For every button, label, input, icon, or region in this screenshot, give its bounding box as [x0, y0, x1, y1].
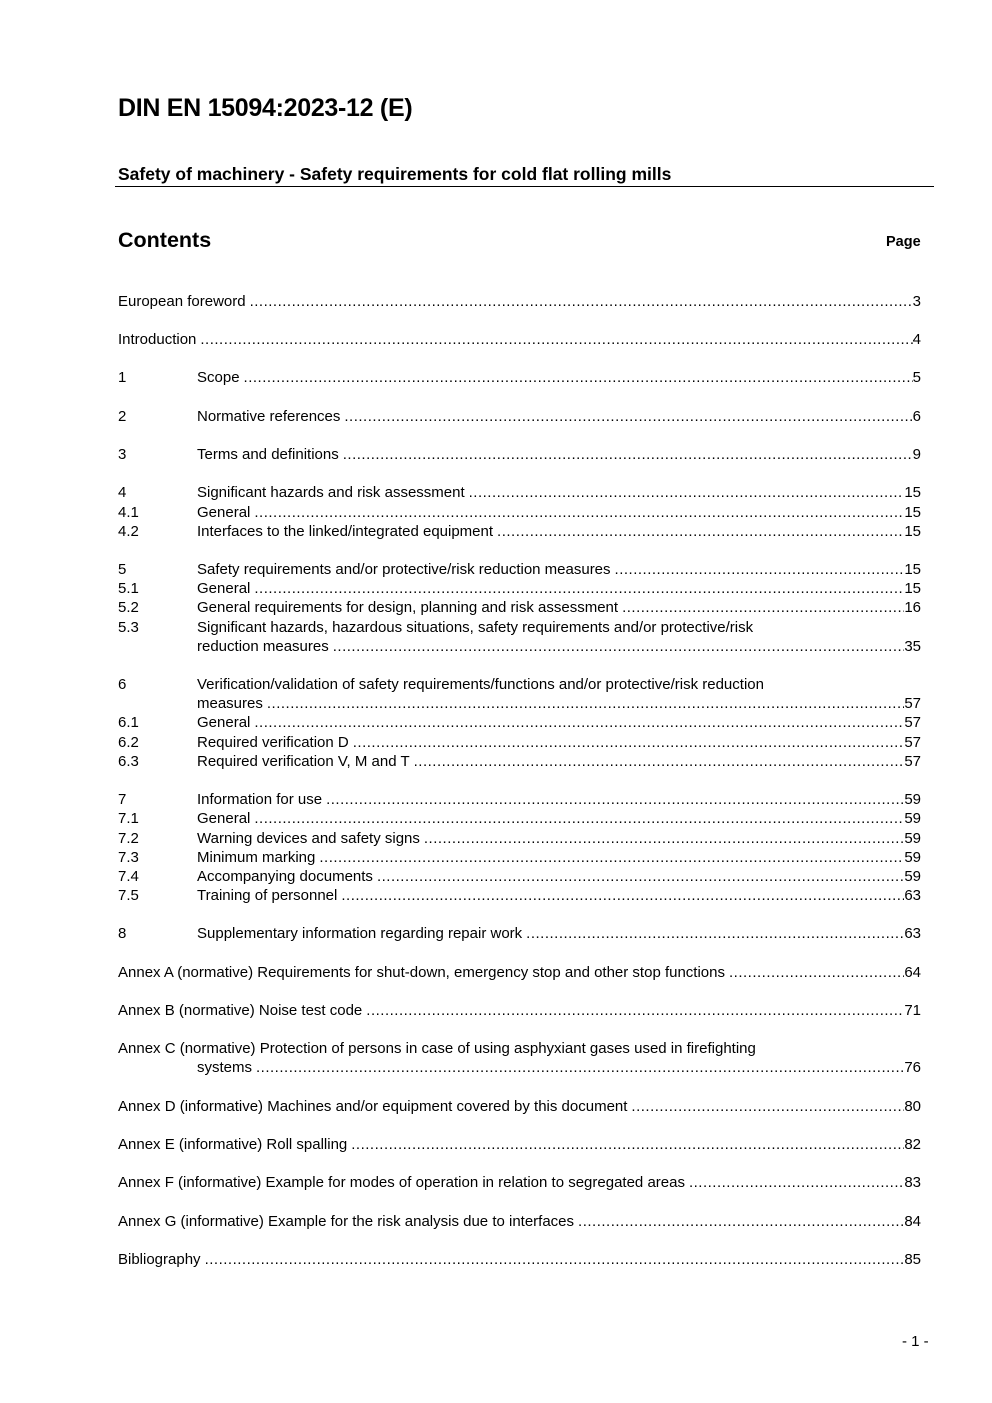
toc-entry-page: 76 [904, 1059, 921, 1076]
toc-entry[interactable] [118, 1135, 921, 1155]
toc-dot-leader [497, 522, 904, 542]
document-id: DIN EN 15094:2023-12 (E) [118, 94, 413, 122]
toc-entry-number: 7.3 [118, 849, 139, 866]
toc-entry-number: 6.2 [118, 734, 139, 751]
toc-dot-leader [341, 886, 904, 906]
toc-entry[interactable] [118, 1212, 921, 1232]
toc-entry-page: 59 [904, 830, 921, 847]
toc-entry-label: Training of personnel [197, 887, 338, 904]
toc-entry-number: 6.3 [118, 753, 139, 770]
toc-entry-number: 6 [118, 676, 127, 693]
toc-entry-page: 3 [912, 293, 921, 310]
toc-dot-leader [729, 963, 904, 983]
toc-entry-label: Bibliography [118, 1251, 201, 1268]
toc-entry-page: 15 [904, 484, 921, 501]
toc-entry-number: 7.4 [118, 868, 139, 885]
toc-entry[interactable] [118, 694, 921, 714]
toc-entry-page: 57 [904, 695, 921, 712]
toc-dot-leader [366, 1001, 904, 1021]
toc-entry-label: Safety requirements and/or protective/risk reduction measures [197, 561, 611, 578]
toc-entry-page: 59 [904, 810, 921, 827]
toc-entry-page: 16 [904, 599, 921, 616]
toc-dot-leader [319, 848, 904, 868]
toc-entry-label: Annex C (normative) Protection of persons in case of using asphyxiant gases used in firefighting [118, 1040, 756, 1057]
toc-entry[interactable] [118, 752, 921, 772]
toc-entry-label: reduction measures [197, 638, 329, 655]
toc-dot-leader [351, 1135, 904, 1155]
toc-entry[interactable] [118, 637, 921, 657]
toc-dot-leader [200, 330, 912, 350]
toc-entry-number: 4.1 [118, 504, 139, 521]
toc-entry[interactable] [118, 579, 921, 599]
toc-entry-number: 5.2 [118, 599, 139, 616]
toc-dot-leader [256, 1058, 904, 1078]
toc-entry-label: Annex E (informative) Roll spalling [118, 1136, 348, 1153]
toc-entry-label: systems [197, 1059, 253, 1076]
toc-entry-label: Annex A (normative) Requirements for shut-down, emergency stop and other stop functions [118, 964, 725, 981]
toc-entry[interactable] [118, 733, 921, 753]
toc-dot-leader [333, 637, 905, 657]
toc-dot-leader [205, 1250, 905, 1270]
toc-entry-page: 59 [904, 868, 921, 885]
toc-entry[interactable] [118, 598, 921, 618]
toc-dot-leader [254, 579, 904, 599]
toc-dot-leader [344, 407, 912, 427]
toc-entry[interactable] [118, 848, 921, 868]
contents-heading: Contents [118, 228, 212, 252]
toc-entry-page: 82 [904, 1136, 921, 1153]
toc-entry-page: 84 [904, 1213, 921, 1230]
toc-entry[interactable] [118, 330, 921, 350]
toc-entry-number: 4.2 [118, 523, 139, 540]
toc-entry[interactable] [118, 790, 921, 810]
toc-entry-number: 7.2 [118, 830, 139, 847]
toc-entry-page: 59 [904, 791, 921, 808]
toc-entry[interactable] [118, 618, 921, 638]
toc-entry-number: 7 [118, 791, 127, 808]
toc-dot-leader [326, 790, 904, 810]
toc-entry[interactable] [118, 1001, 921, 1021]
toc-dot-leader [343, 445, 913, 465]
toc-entry[interactable] [118, 407, 921, 427]
toc-entry-page: 63 [904, 925, 921, 942]
toc-entry-label: Annex F (informative) Example for modes of operation in relation to segregated areas [118, 1174, 685, 1191]
toc-entry[interactable] [118, 560, 921, 580]
toc-entry-label: Normative references [197, 408, 341, 425]
toc-entry-label: Required verification V, M and T [197, 753, 410, 770]
toc-dot-leader [377, 867, 904, 887]
toc-entry-label: Terms and definitions [197, 446, 339, 463]
toc-entry-label: measures [197, 695, 263, 712]
toc-entry-number: 8 [118, 925, 127, 942]
toc-entry[interactable] [118, 1250, 921, 1270]
toc-entry-label: Verification/validation of safety requirements/functions and/or protective/risk reduction [197, 676, 764, 693]
toc-entry-label: Annex B (normative) Noise test code [118, 1002, 363, 1019]
toc-entry-label: Interfaces to the linked/integrated equipment [197, 523, 494, 540]
toc-entry-number: 7.5 [118, 887, 139, 904]
toc-entry[interactable] [118, 292, 921, 312]
toc-entry-page: 57 [904, 753, 921, 770]
toc-entry[interactable] [118, 713, 921, 733]
toc-entry-page: 9 [912, 446, 921, 463]
toc-entry-page: 15 [904, 523, 921, 540]
page-number: - 1 - [902, 1333, 929, 1350]
toc-entry-number: 5.3 [118, 619, 139, 636]
document-title: Safety of machinery - Safety requirements for cold flat rolling mills [118, 164, 672, 184]
toc-entry-number: 1 [118, 369, 127, 386]
toc-entry-label: European foreword [118, 293, 246, 310]
toc-entry-label: Minimum marking [197, 849, 316, 866]
toc-entry-number: 5.1 [118, 580, 139, 597]
toc-entry-page: 64 [904, 964, 921, 981]
toc-dot-leader [267, 694, 904, 714]
toc-dot-leader [578, 1212, 904, 1232]
toc-entry-label: Scope [197, 369, 240, 386]
toc-entry-label: Annex D (informative) Machines and/or equipment covered by this document [118, 1098, 628, 1115]
toc-entry-page: 57 [904, 714, 921, 731]
toc-entry-label: General requirements for design, planning and risk assessment [197, 599, 619, 616]
toc-entry-page: 63 [904, 887, 921, 904]
toc-entry[interactable] [118, 1039, 921, 1059]
toc-entry-page: 4 [912, 331, 921, 348]
toc-dot-leader [250, 292, 913, 312]
toc-entry-number: 2 [118, 408, 127, 425]
toc-entry[interactable] [118, 886, 921, 906]
toc-entry-number: 4 [118, 484, 127, 501]
toc-entry-number: 5 [118, 561, 127, 578]
toc-entry[interactable] [118, 809, 921, 829]
toc-entry-page: 59 [904, 849, 921, 866]
toc-entry-label: Information for use [197, 791, 323, 808]
toc-entry[interactable] [118, 963, 921, 983]
toc-entry[interactable] [118, 924, 921, 944]
toc-dot-leader [526, 924, 904, 944]
toc-dot-leader [615, 560, 905, 580]
toc-entry-page: 57 [904, 734, 921, 751]
toc-entry-label: Required verification D [197, 734, 349, 751]
toc-entry[interactable] [118, 867, 921, 887]
toc-entry-page: 15 [904, 580, 921, 597]
toc-entry-label: Annex G (informative) Example for the risk analysis due to interfaces [118, 1213, 575, 1230]
toc-dot-leader [689, 1173, 904, 1193]
toc-dot-leader [469, 483, 905, 503]
toc-entry-label: Warning devices and safety signs [197, 830, 420, 847]
toc-entry[interactable] [118, 1097, 921, 1117]
toc-entry-number: 6.1 [118, 714, 139, 731]
toc-entry[interactable] [118, 829, 921, 849]
toc-entry-number: 3 [118, 446, 127, 463]
toc-entry[interactable] [118, 483, 921, 503]
toc-entry-page: 6 [912, 408, 921, 425]
toc-entry-label: General [197, 714, 251, 731]
toc-dot-leader [254, 809, 904, 829]
toc-dot-leader [414, 752, 905, 772]
toc-entry[interactable] [118, 368, 921, 388]
toc-entry-label: General [197, 504, 251, 521]
toc-dot-leader [254, 713, 904, 733]
toc-dot-leader [244, 368, 913, 388]
toc-dot-leader [631, 1097, 904, 1117]
toc-entry[interactable] [118, 522, 921, 542]
toc-entry-label: Accompanying documents [197, 868, 373, 885]
toc-entry-label: Supplementary information regarding repair work [197, 925, 523, 942]
toc-entry-label: General [197, 810, 251, 827]
page-column-heading: Page [886, 234, 921, 250]
toc-entry-number: 7.1 [118, 810, 139, 827]
toc-entry-page: 5 [912, 369, 921, 386]
toc-entry[interactable] [118, 1058, 921, 1078]
toc-entry-page: 85 [904, 1251, 921, 1268]
toc-dot-leader [254, 503, 904, 523]
toc-entry-page: 80 [904, 1098, 921, 1115]
toc-entry-label: Introduction [118, 331, 197, 348]
toc-entry-page: 15 [904, 504, 921, 521]
toc-dot-leader [353, 733, 905, 753]
toc-entry[interactable] [118, 1173, 921, 1193]
toc-entry-page: 15 [904, 561, 921, 578]
toc-dot-leader [424, 829, 904, 849]
toc-entry[interactable] [118, 445, 921, 465]
toc-entry-label: General [197, 580, 251, 597]
toc-entry-label: Significant hazards and risk assessment [197, 484, 465, 501]
toc-entry-page: 71 [904, 1002, 921, 1019]
toc-entry[interactable] [118, 675, 921, 695]
toc-entry[interactable] [118, 503, 921, 523]
toc-entry-page: 35 [904, 638, 921, 655]
toc-entry-label: Significant hazards, hazardous situations, safety requirements and/or protective/risk [197, 619, 754, 636]
toc-dot-leader [622, 598, 904, 618]
toc-entry-page: 83 [904, 1174, 921, 1191]
